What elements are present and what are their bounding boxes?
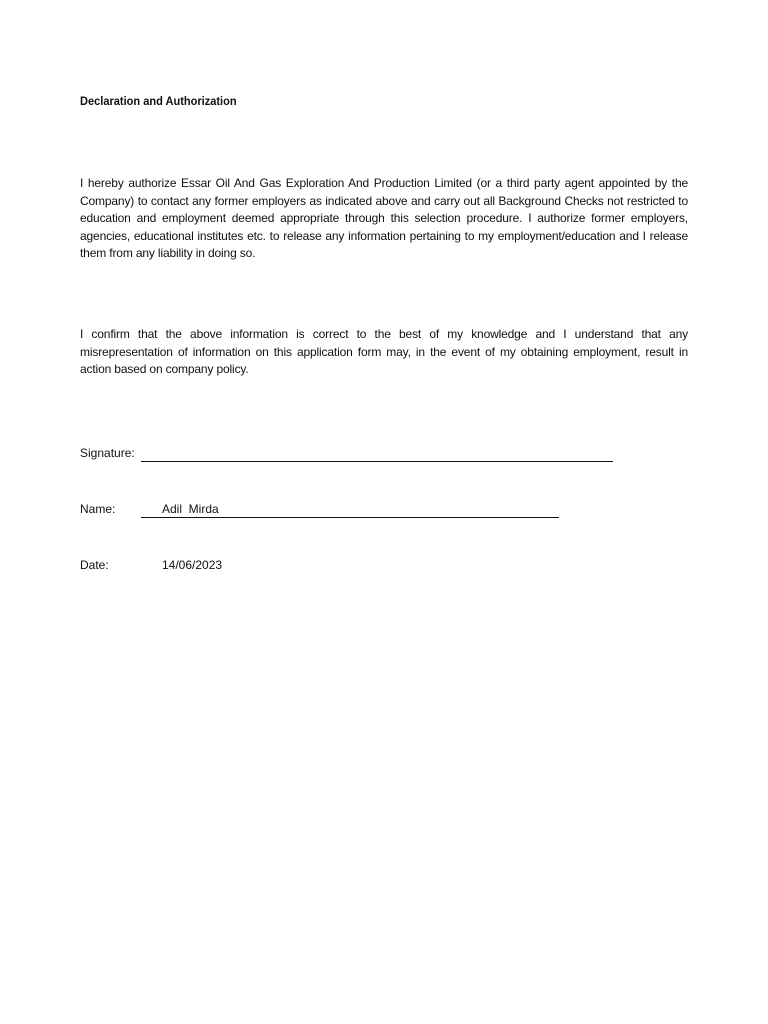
date-label: Date: <box>80 558 109 572</box>
signature-label: Signature: <box>80 446 135 460</box>
confirmation-paragraph: I confirm that the above information is correct to the best of my knowledge and I understand that any misrepresentation of information on this application form may, in the event of my obtaining employment, result in action based on company policy. <box>80 327 688 377</box>
name-underline <box>141 517 559 518</box>
name-label: Name: <box>80 502 116 516</box>
authorization-paragraph: I hereby authorize Essar Oil And Gas Exploration And Production Limited (or a third party agent appointed by the Company) to contact any former employers as indicated above and carry out all Background Checks not restricted to education and employment deemed appropriate through this selection procedure. I authorize former employers, agencies, educational institutes etc. to release any information pertaining to my employment/education and I release them from any liability in doing so. <box>80 176 688 261</box>
document-heading: Declaration and Authorization <box>80 94 237 108</box>
date-value: 14/06/2023 <box>162 558 223 572</box>
signature-line <box>141 461 613 462</box>
name-value: Adil Mirda <box>162 502 219 516</box>
